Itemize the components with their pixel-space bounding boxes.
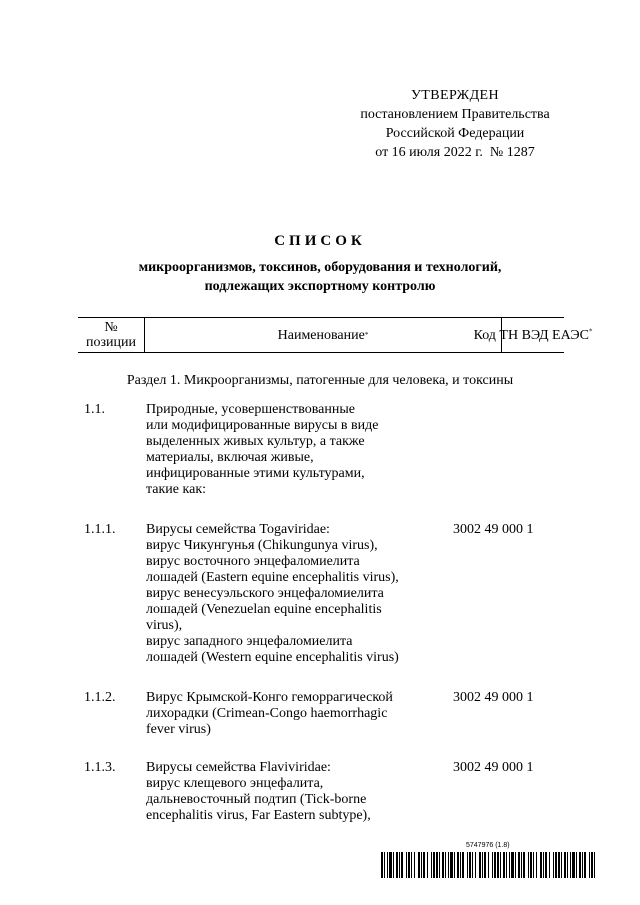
item-name-line: вирус восточного энцефаломиелита	[146, 554, 360, 569]
item-name-line: вирус клещевого энцефалита,	[146, 776, 324, 791]
item-name	[146, 760, 436, 824]
item-code: 3002 49 000 1	[453, 690, 534, 705]
item-name-line: инфицированные этими культурами,	[146, 466, 365, 481]
approval-block	[340, 86, 570, 162]
item-name	[146, 690, 436, 738]
barcode-icon	[380, 852, 598, 878]
item-number: 1.1.3.	[84, 760, 116, 775]
subtitle-line-2: подлежащих экспортному контролю	[204, 279, 436, 294]
barcode-number: 5747976 (1.8)	[466, 842, 510, 849]
item-name-line: вирус венесуэльского энцефаломиелита	[146, 586, 384, 601]
item-name-line: такие как:	[146, 482, 207, 497]
header-code-label: Код ТН ВЭД ЕАЭС	[473, 327, 589, 343]
item-name-line: материалы, включая живые,	[146, 450, 314, 465]
item-name-line: лошадей (Western equine encephalitis virus)	[146, 650, 399, 665]
item-name-line: virus),	[146, 618, 183, 633]
item-name-line: fever virus)	[146, 722, 211, 737]
barcode-block	[380, 842, 600, 882]
document-subtitle	[0, 258, 640, 296]
item-name-line: лихорадки (Crimean-Congo haemorrhagic	[146, 706, 388, 721]
header-name: Наименование *	[145, 318, 502, 352]
item-name-line: вирус Чикунгунья (Chikungunya virus),	[146, 538, 378, 553]
item-name	[146, 522, 436, 666]
item-name-line: Вирусы семейства Flaviviridae:	[146, 760, 331, 775]
item-name-line: Природные, усовершенствованные	[146, 402, 355, 417]
header-code	[473, 318, 593, 352]
approval-heading: УТВЕРЖДЕН	[410, 88, 499, 103]
table-header	[78, 317, 593, 353]
item-name-line: выделенных живых культур, а также	[146, 434, 365, 449]
item-code: 3002 49 000 1	[453, 522, 534, 537]
approval-line-decree: постановлением Правительства	[360, 107, 550, 122]
item-name-line: вирус западного энцефаломиелита	[146, 634, 353, 649]
header-position-number	[78, 318, 145, 352]
item-name-line: Вирусы семейства Togaviridae:	[146, 522, 330, 537]
item-name-line: encephalitis virus, Far Eastern subtype),	[146, 808, 371, 823]
header-number-sign: №	[104, 320, 118, 335]
approval-line-date: от 16 июля 2022 г. № 1287	[375, 145, 535, 160]
item-name-line: лошадей (Eastern equine encephalitis virus),	[146, 570, 399, 585]
item-name-line: дальневосточный подтип (Tick-borne	[146, 792, 367, 807]
header-position-label: позиции	[86, 335, 136, 350]
item-number: 1.1.2.	[84, 690, 116, 705]
item-number: 1.1.	[84, 402, 105, 417]
item-number: 1.1.1.	[84, 522, 116, 537]
subtitle-line-1: микроорганизмов, токсинов, оборудования и технологий,	[138, 260, 502, 275]
item-code: 3002 49 000 1	[453, 760, 534, 775]
item-name-line: или модифицированные вирусы в виде	[146, 418, 379, 433]
item-name-line: лошадей (Venezuelan equine encephalitis	[146, 602, 382, 617]
section-title: Раздел 1. Микроорганизмы, патогенные для человека, и токсины	[126, 373, 514, 388]
approval-line-federation: Российской Федерации	[385, 126, 525, 141]
document-title: СПИСОК	[274, 233, 366, 249]
header-code-footnote-mark: *	[588, 326, 593, 335]
item-name	[146, 402, 436, 498]
header-name-label: Наименование	[277, 327, 365, 343]
item-name-line: Вирус Крымской-Конго геморрагической	[146, 690, 393, 705]
